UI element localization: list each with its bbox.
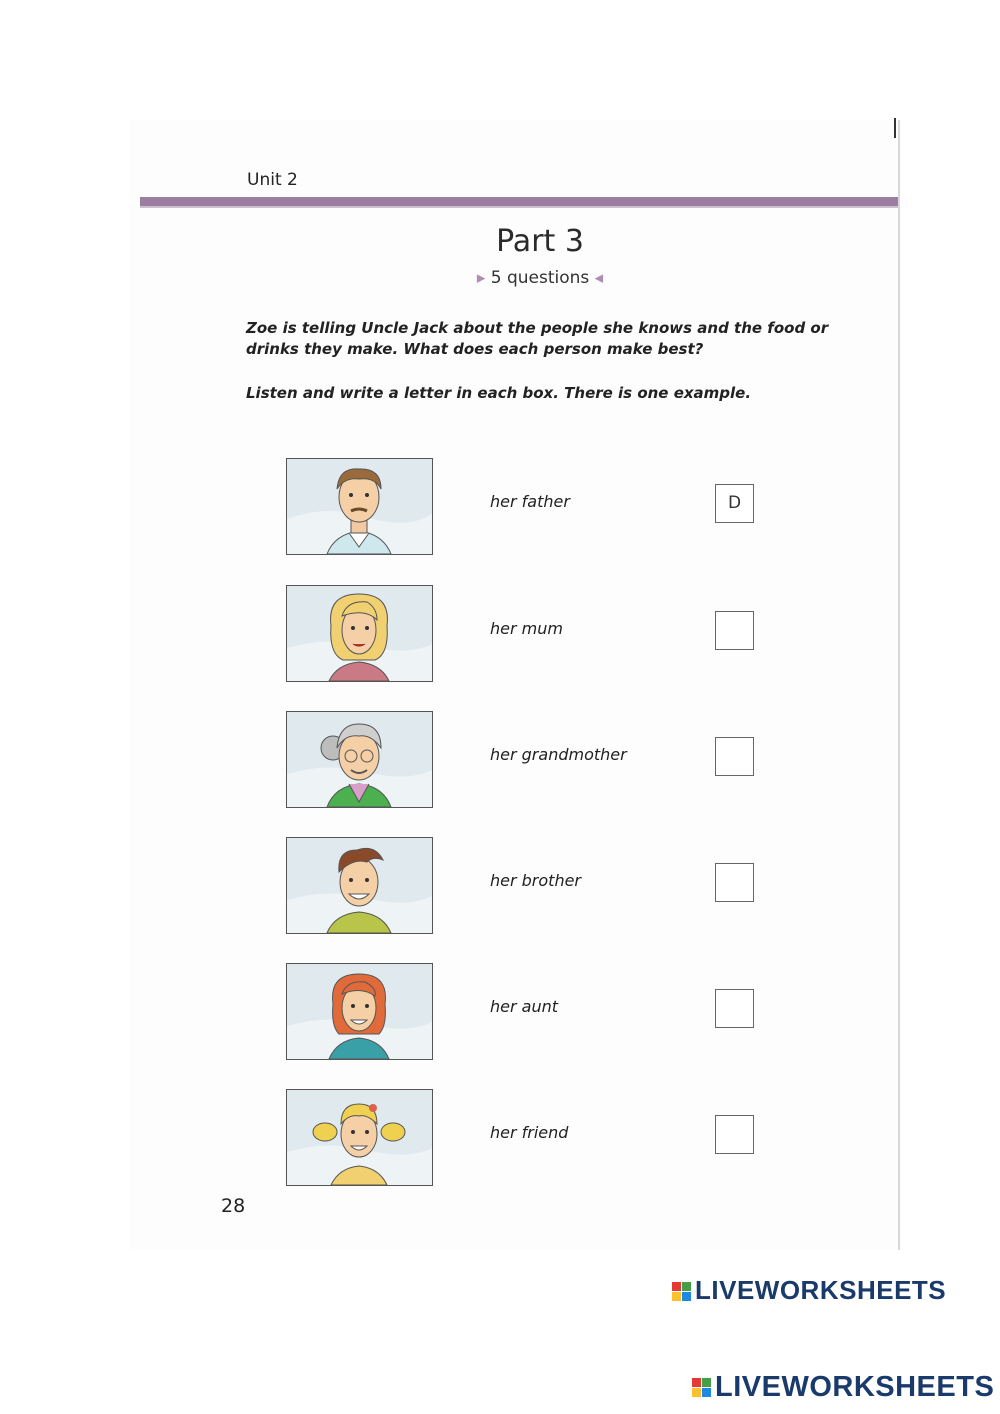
item-label: her friend <box>490 1123 569 1142</box>
page-edge-mark <box>894 118 896 138</box>
liveworksheets-logo-icon <box>692 1378 712 1398</box>
worksheet-page <box>130 120 900 1250</box>
part-title: Part 3 <box>496 224 584 259</box>
unit-label: Unit 2 <box>247 170 298 190</box>
question-count: 5 questions <box>490 268 590 288</box>
item-row-grandmother <box>286 711 766 809</box>
item-row-aunt <box>286 963 766 1061</box>
header-band-shadow <box>140 206 898 208</box>
item-row-brother <box>286 837 766 935</box>
father-picture <box>286 458 433 555</box>
part-subtitle <box>0 268 1000 288</box>
answer-box-grandmother[interactable] <box>715 737 754 776</box>
answer-box-brother[interactable] <box>715 863 754 902</box>
answer-box-mum[interactable] <box>715 611 754 650</box>
aunt-picture <box>286 963 433 1060</box>
instruction-text: Zoe is telling Uncle Jack about the people she knows and the food or drinks they make. What does each person make best? <box>246 319 829 358</box>
liveworksheets-logo-icon <box>672 1282 692 1302</box>
item-row-friend <box>286 1089 766 1187</box>
item-label: her grandmother <box>490 745 627 764</box>
liveworksheets-logo-bottom[interactable] <box>692 1371 994 1404</box>
item-row-father <box>286 458 766 556</box>
page-number: 28 <box>221 1195 246 1217</box>
triangle-right-icon: ▶ <box>476 271 486 285</box>
item-row-mum <box>286 585 766 683</box>
header-band <box>140 197 898 206</box>
grandmother-picture <box>286 711 433 808</box>
item-label: her brother <box>490 871 582 890</box>
instruction-task: Listen and write a letter in each box. There is one example. <box>246 384 752 402</box>
answer-box-friend[interactable] <box>715 1115 754 1154</box>
brother-picture <box>286 837 433 934</box>
item-label: her aunt <box>490 997 559 1016</box>
mum-picture <box>286 585 433 682</box>
item-label: her mum <box>490 619 563 638</box>
logo-text: LIVEWORKSHEETS <box>715 1371 995 1403</box>
logo-text: LIVEWORKSHEETS <box>695 1275 947 1305</box>
answer-box-aunt[interactable] <box>715 989 754 1028</box>
answer-box-father[interactable]: D <box>715 484 754 523</box>
triangle-left-icon: ◀ <box>594 271 604 285</box>
liveworksheets-logo-top[interactable] <box>672 1275 946 1306</box>
friend-picture <box>286 1089 433 1186</box>
item-label: her father <box>490 492 570 511</box>
